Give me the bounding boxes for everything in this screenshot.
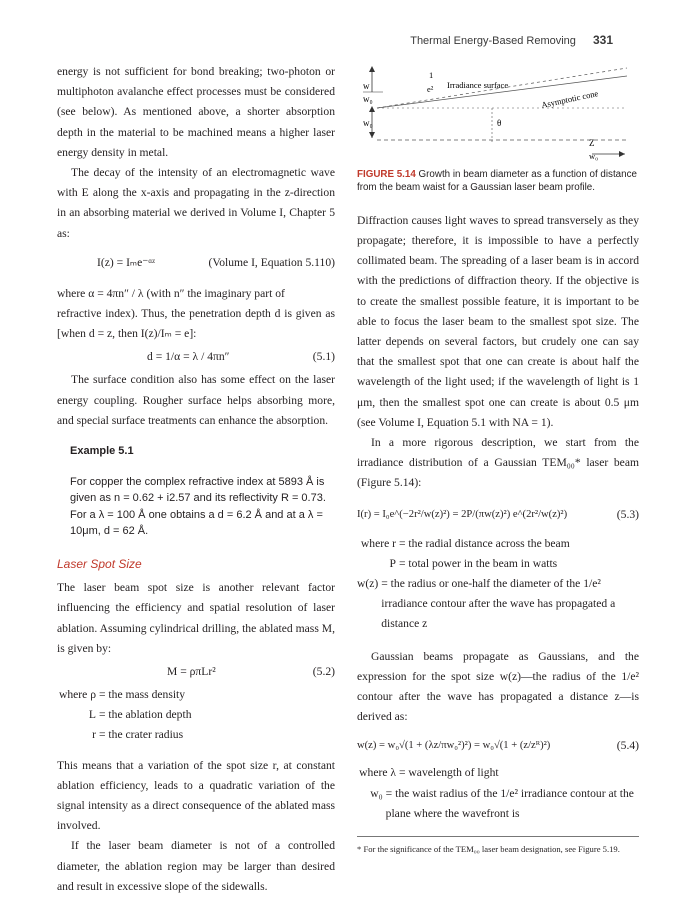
- beam-diagram-svg: [357, 62, 639, 162]
- paragraph: The laser beam spot size is another relevant factor influencing the efficiency and spatial resolution of laser ablation. Assuming cylindrical drilling, the ablated mass M, is given by:: [57, 581, 335, 655]
- z-arrow-head: [619, 151, 625, 157]
- paragraph: The surface condition also has some effect on the laser energy coupling. Rougher surface helps absorbing more, and special surface treatments can enhance the absorption.: [57, 373, 335, 427]
- definition-row: [357, 784, 639, 824]
- equation-number: (5.3): [616, 507, 639, 521]
- example-text: For copper the complex refractive index at 5893 Å is given as n = 0.62 + i2.57 and its reflectivity R = 0.73. For a λ = 100 Å one obtains a d = 6.2 Å and at a λ = 10μm, d = 62 Å.: [70, 475, 326, 538]
- definition-term: where λ: [359, 766, 396, 780]
- definition-term: L: [88, 708, 96, 722]
- definition-text: = the radius or one-half the diameter of the 1/e² irradiance contour after the wave has propagated a distance z: [381, 577, 616, 631]
- definition-text: = the mass density: [99, 688, 186, 702]
- definition-text: = the ablation depth: [99, 708, 192, 722]
- equation-mass-formula: M = ρπLr²: [167, 665, 216, 679]
- definition-term: w(z): [357, 577, 379, 591]
- label-e2: e²: [427, 84, 434, 94]
- running-head: [410, 33, 613, 47]
- left-column: [57, 62, 335, 897]
- definition-term: where r: [360, 536, 396, 550]
- definition-row: [57, 685, 335, 705]
- definition-row: [357, 554, 639, 574]
- label-irradiance: Irradiance surface: [447, 80, 509, 90]
- paragraph: energy is not sufficient for bond breaking; two-photon or multiphoton avalanche effect processes must be considered (see below). As mentioned above, a shorter absorption depth in the material to be machined means a higher laser energy density in metal.: [57, 65, 335, 159]
- definition-text: = the radial distance across the beam: [399, 536, 570, 550]
- where-definitions: [357, 534, 639, 635]
- definition-text: = wavelength of light: [399, 766, 499, 780]
- running-head-title: Thermal Energy-Based Removing: [410, 35, 576, 47]
- label-1: 1: [429, 70, 434, 80]
- figure-caption-text: Growth in beam diameter as a function of distance from the beam waist for a Gaussian laser beam profile.: [357, 169, 637, 194]
- alpha-definition: where α = 4πn″ / λ (with n″ the imaginary part of: [57, 286, 285, 300]
- label-z: Z: [589, 138, 595, 148]
- label-asymptotic: Asymptotic cone: [540, 88, 599, 110]
- page-number: 331: [592, 33, 613, 47]
- equation-intensity-ref: (Volume I, Equation 5.110): [208, 255, 335, 269]
- footnote: * For the significance of the TEM₀₀ laser beam designation, see Figure 5.19.: [357, 836, 639, 856]
- definition-row: [357, 574, 639, 635]
- equation-number: (5.1): [312, 350, 335, 364]
- paragraph: Diffraction causes light waves to spread transversely as they propagate; therefore, it is impossible to have a perfectly collimated beam. The spreading of a laser beam is in accord with the predictions of diffraction theory. If the objective is to create the smallest possible feature, it is important to be able to focus the laser beam to the smallest spot size. The latter depends on several factors, but crudely one can say that the smallest spot that one can create is about half the wavelength of the light used; if the wavelength of light is 1 μm, then the smallest spot one can create is about 0.5 μm (see Volume I, Equation 5.1 with NA = 1).: [357, 213, 639, 429]
- example-box: [57, 443, 335, 540]
- definition-row: [357, 534, 639, 554]
- definition-row: [57, 725, 335, 745]
- equation-depth: [57, 344, 335, 370]
- definition-text: = the crater radius: [99, 728, 184, 742]
- paragraph: refractive index). Thus, the penetration depth d is given as [when d = z, then I(z)/Iₘ = e]:: [57, 307, 335, 341]
- paragraph: If the laser beam diameter is not of a controlled diameter, the ablation region may be larger than desired and result in excessive slope of the sidewalls.: [57, 839, 335, 893]
- definition-text: = total power in the beam in watts: [399, 556, 558, 570]
- w0-arrow-head-up: [369, 106, 375, 112]
- equation-intensity: [57, 250, 335, 276]
- example-title: Example 5.1: [70, 445, 134, 458]
- definition-term: w₀: [370, 786, 383, 800]
- definition-text: = the waist radius of the 1/e² irradiance contour at the plane where the wavefront is: [385, 786, 634, 820]
- paragraph: Gaussian beams propagate as Gaussians, and the expression for the spot size w(z)—the radius of the 1/e² contour after the wave has propagated a distance z—is derived as:: [357, 649, 639, 724]
- definition-row: [357, 763, 639, 783]
- equation-spot-size: [357, 733, 639, 759]
- where-definitions-2: [357, 763, 639, 824]
- definition-term: where ρ: [58, 688, 96, 702]
- w-arrow-head: [369, 66, 375, 72]
- figure-beam-diagram: [357, 62, 639, 162]
- equation-spot-size-formula: w(z) = w₀√(1 + (λz/πw₀²)²) = w₀√(1 + (z/zᴿ)²): [357, 740, 551, 752]
- equation-depth-formula: d = 1/α = λ / 4πn″: [147, 350, 230, 364]
- w0-arrow-head-down: [369, 132, 375, 138]
- equation-number: (5.4): [616, 739, 639, 753]
- equation-mass: [57, 659, 335, 685]
- equation-irradiance-formula: I(r) = I₀e^(−2r²/w(z)²) = 2P/(πw(z)²) e^(2r²/w(z)²): [357, 508, 568, 520]
- where-definitions: [57, 685, 335, 746]
- equation-intensity-formula: I(z) = Iₘe⁻ᵅᶻ: [97, 255, 156, 269]
- equation-irradiance: [357, 502, 639, 528]
- equation-number: (5.2): [312, 665, 335, 679]
- label-w0: w₀: [363, 94, 373, 104]
- definition-row: [57, 705, 335, 725]
- definition-term: P: [389, 556, 396, 570]
- label-z-w0: w₀: [589, 151, 599, 161]
- paragraph: This means that a variation of the spot size r, at constant ablation efficiency, leads to a quadratic variation of the signal intensity as a direct consequence of the ablated mass involved.: [57, 758, 335, 833]
- figure-caption: [357, 168, 639, 195]
- paragraph: The decay of the intensity of an electromagnetic wave with E along the x-axis and propagating in the z-direction in an absorbing material we derived in Volume I, Chapter 5 as:: [57, 166, 335, 240]
- figure-caption-label: FIGURE 5.14: [357, 169, 416, 180]
- section-heading: Laser Spot Size: [57, 557, 142, 572]
- label-w0-lower: w₀: [363, 118, 373, 128]
- paragraph: In a more rigorous description, we start from the irradiance distribution of a Gaussian TEM₀₀* laser beam (Figure 5.14):: [357, 436, 639, 490]
- label-theta: θ: [497, 118, 502, 128]
- label-w: w: [363, 81, 370, 91]
- definition-term: r: [92, 728, 96, 742]
- right-column: [357, 62, 639, 824]
